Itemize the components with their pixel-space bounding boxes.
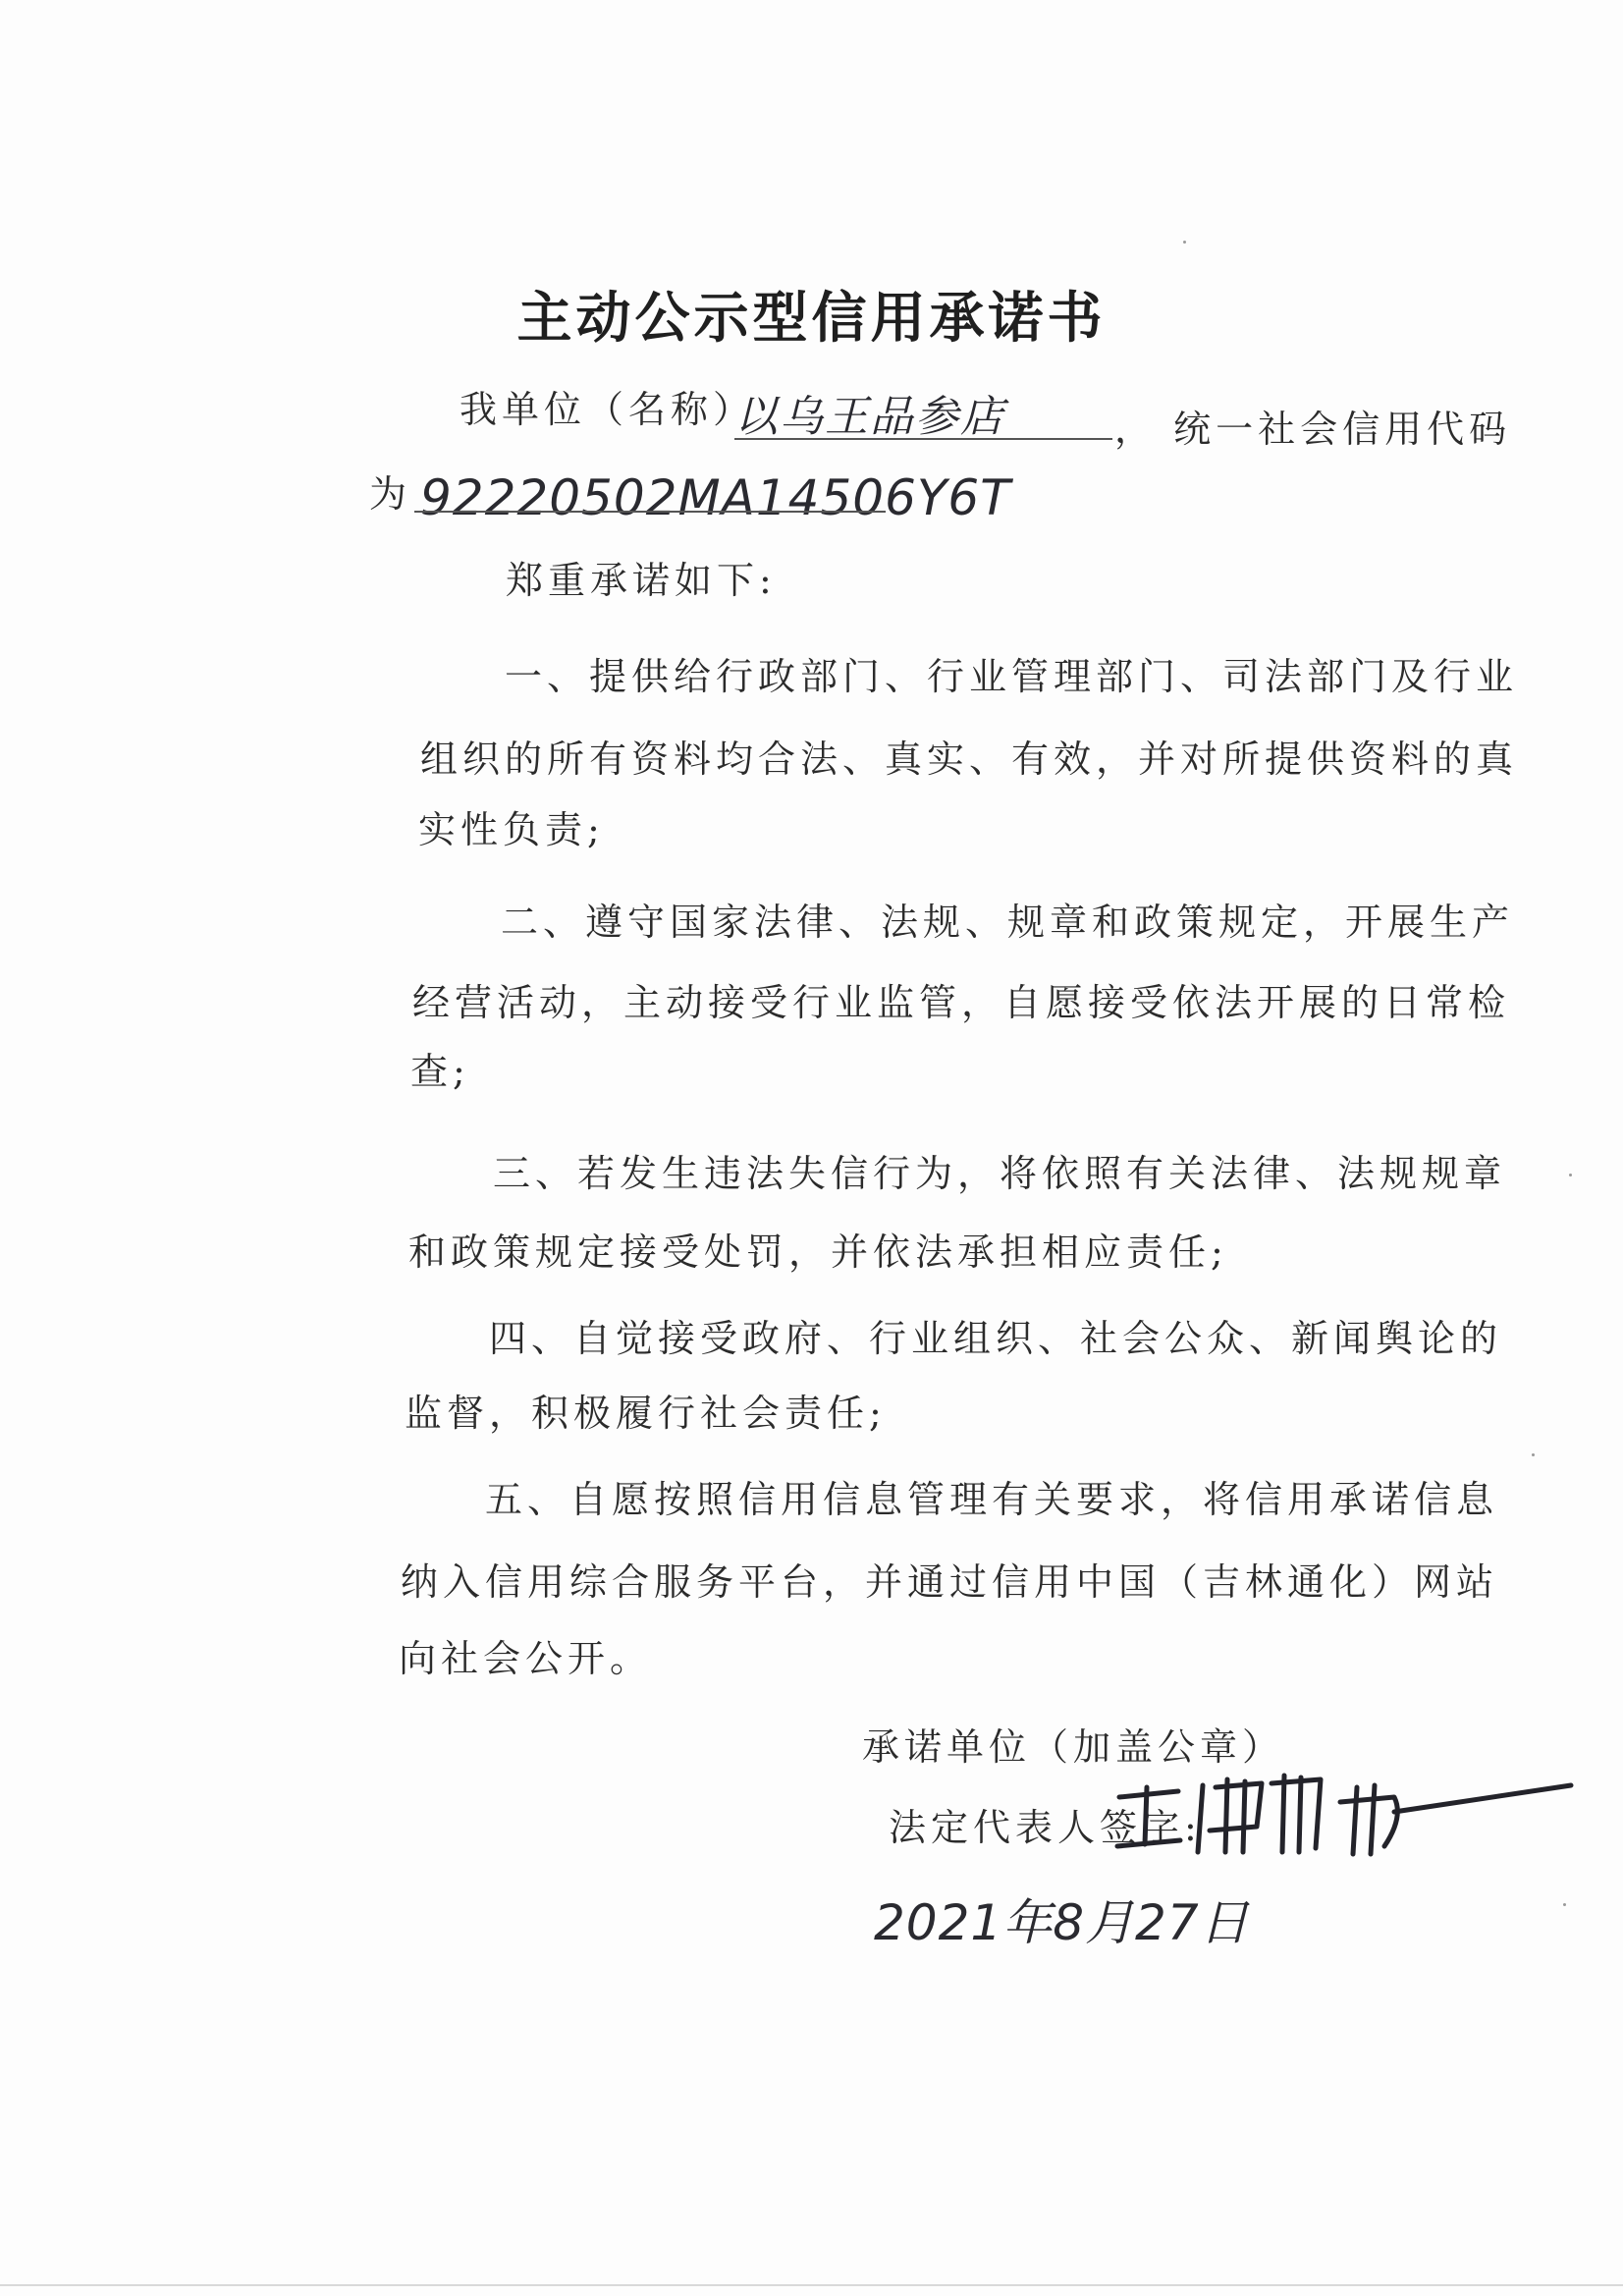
unit-name-underline <box>734 438 1112 440</box>
scan-speck <box>1532 1453 1535 1456</box>
signing-date-handwritten: 2021年8月27日 <box>874 1894 1250 1951</box>
code-prefix: 为 <box>369 472 412 516</box>
credit-code-handwritten: 92220502MA14506Y6T <box>420 469 1011 526</box>
document-title: 主动公示型信用承诺书 <box>516 286 1107 351</box>
credit-code-underline <box>414 511 886 513</box>
clause-5-line-2: 纳入信用综合服务平台，并通过信用中国（吉林通化）网站 <box>401 1560 1499 1604</box>
intro-prefix: 我单位（名称） <box>460 388 756 431</box>
clause-2-line-3: 查; <box>410 1050 470 1093</box>
clause-2-line-2: 经营活动，主动接受行业监管，自愿接受依法开展的日常检 <box>412 981 1511 1024</box>
clause-3-line-2: 和政策规定接受处罚，并依法承担相应责任; <box>408 1230 1228 1274</box>
promise-heading: 郑重承诺如下: <box>506 559 777 602</box>
scan-speck <box>1183 241 1186 244</box>
clause-2-line-1: 二、遵守国家法律、法规、规章和政策规定，开展生产 <box>501 901 1515 944</box>
legal-rep-label: 法定代表人签字: <box>889 1806 1202 1849</box>
clause-5-line-3: 向社会公开。 <box>399 1637 653 1680</box>
clause-5-line-1: 五、自愿按照信用信息管理有关要求，将信用承诺信息 <box>485 1478 1499 1521</box>
clause-1-line-1: 一、提供给行政部门、行业管理部门、司法部门及行业 <box>505 655 1519 698</box>
promising-unit-label: 承诺单位（加盖公章） <box>862 1725 1285 1769</box>
clause-3-line-1: 三、若发生违法失信行为，将依照有关法律、法规规章 <box>493 1152 1507 1195</box>
intro-suffix: ， 统一社会信用代码 <box>1114 408 1512 451</box>
scan-speck <box>1569 1174 1572 1176</box>
clause-4-line-1: 四、自觉接受政府、行业组织、社会公众、新闻舆论的 <box>489 1317 1503 1360</box>
clause-4-line-2: 监督，积极履行社会责任; <box>405 1392 887 1435</box>
scan-bottom-edge <box>0 2284 1623 2286</box>
legal-rep-signature <box>1100 1758 1591 1866</box>
clause-1-line-2: 组织的所有资料均合法、真实、有效，并对所提供资料的真 <box>420 738 1519 781</box>
scan-speck <box>1563 1903 1566 1906</box>
unit-name-handwritten: 以乌王品参店 <box>734 392 1005 442</box>
clause-1-line-3: 实性负责; <box>418 808 605 851</box>
